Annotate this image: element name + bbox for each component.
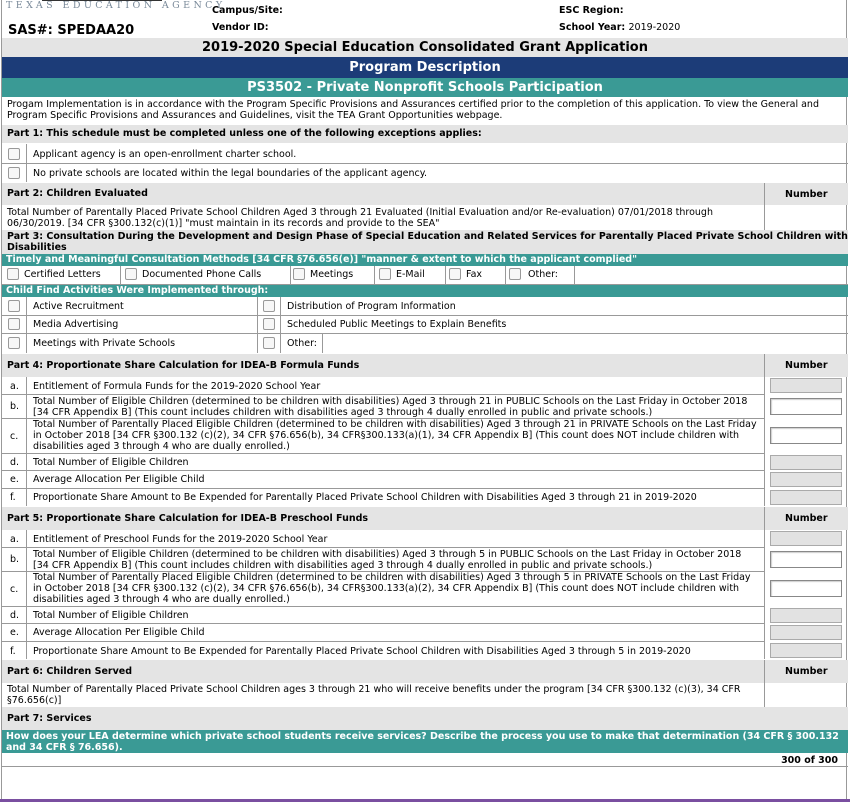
divider [764, 507, 765, 659]
part2-title: Part 2: Children Evaluated [2, 183, 848, 205]
preschool-proportionate-share-readonly [770, 643, 842, 658]
part4-title: Part 4: Proportionate Share Calculation for IDEA-B Formula Funds [2, 354, 848, 377]
school-year-value: 2019-2020 [628, 22, 681, 33]
other-childfind-checkbox[interactable] [263, 337, 275, 349]
row-letter: a. [10, 381, 19, 392]
row-letter: b. [10, 554, 20, 565]
divider [26, 144, 27, 182]
number-header: Number [785, 360, 828, 371]
divider [26, 377, 27, 506]
row-text: Total Number of Parentally Placed Eligible Children (determined to be children with disabilities) Aged 3 through 5 in PRIVATE Schools on the Last Friday in October 2018 [34 CFR §300.132 (c)(2), 34 CFR §76.656(b), 34 CFR§300.133(a)(2), 34 CFR Appendix B] (This count does NOT include children with disabilities aged 3 through 4 who are dually enrolled.) [33, 572, 751, 605]
divider [2, 547, 764, 548]
meetings-checkbox[interactable] [293, 268, 305, 280]
row-letter: b. [10, 401, 20, 412]
divider [280, 297, 281, 353]
divider [26, 530, 27, 659]
services-response-textarea[interactable] [4, 768, 846, 798]
esc-region-label: ESC Region: [559, 5, 624, 16]
form-frame [1, 0, 847, 800]
part6-title: Part 6: Children Served [2, 660, 848, 683]
active-recruitment-checkbox[interactable] [8, 300, 20, 312]
divider [2, 641, 764, 642]
divider [2, 470, 764, 471]
divider [2, 606, 764, 607]
application-title: 2019-2020 Special Education Consolidated Grant Application [2, 38, 848, 57]
public-meetings-checkbox[interactable] [263, 318, 275, 330]
divider [2, 163, 848, 164]
part7-title: Part 7: Services [2, 707, 848, 730]
phone-calls-checkbox[interactable] [125, 268, 137, 280]
row-letter: f. [10, 646, 16, 657]
character-count: 300 of 300 [781, 755, 838, 766]
certified-letters-checkbox[interactable] [7, 268, 19, 280]
private-eligible-children-input[interactable] [770, 427, 842, 444]
row-text: Total Number of Parentally Placed Eligible Children (determined to be children with disabilities) Aged 3 through 21 in PRIVATE Schools on the Last Friday in October 2018 [34 CFR §300.132 (c)(2), 34 CFR §76.656(b), 34 CFR§300.133(a)(1), 34 CFR Appendix B] (This count does NOT include children with disabilities aged 3 through 4 who are dually enrolled.) [33, 419, 757, 452]
row-letter: c. [10, 584, 19, 595]
method-label: Documented Phone Calls [142, 269, 262, 280]
divider [764, 183, 765, 230]
child-find-title: Child Find Activities Were Implemented through: [2, 285, 848, 297]
row-text: Total Number of Eligible Children (determined to be children with disabilities) Aged 3 through 5 in PUBLIC Schools on the Last Friday in October 2018 [34 CFR Appendix B] (This count includes children with disabilities aged 3 through 4 dually enrolled in public and private schools.) [33, 549, 742, 571]
part5-title: Part 5: Proportionate Share Calculation for IDEA-B Preschool Funds [2, 507, 848, 530]
divider [2, 394, 764, 395]
childfind-label: Other: [287, 338, 318, 349]
no-private-schools-checkbox[interactable] [8, 167, 20, 179]
public-eligible-children-input[interactable] [770, 398, 842, 415]
total-eligible-readonly [770, 455, 842, 470]
method-label: E-Mail [396, 269, 425, 280]
childfind-label: Active Recruitment [33, 301, 124, 312]
school-year-label: School Year: [559, 22, 626, 33]
row-text: Proportionate Share Amount to Be Expended for Parentally Placed Private School Children with Disabilities Aged 3 through 5 in 2019-2020 [33, 646, 691, 657]
childfind-label: Media Advertising [33, 319, 119, 330]
tea-logo-text: TEXAS EDUCATION AGENCY [6, 0, 226, 11]
charter-school-checkbox[interactable] [8, 148, 20, 160]
row-letter: a. [10, 534, 19, 545]
distribution-info-checkbox[interactable] [263, 300, 275, 312]
row-text: Total Number of Eligible Children (determined to be children with disabilities) Aged 3 through 21 in PUBLIC Schools on the Last Friday in October 2018 [34 CFR Appendix B] (This count includes children with disabilities aged 3 through 4 dually enrolled in public and private schools.) [33, 396, 748, 418]
divider [2, 488, 764, 489]
divider [2, 453, 764, 454]
method-label: Fax [466, 269, 483, 280]
divider [764, 660, 765, 707]
school-year-field [559, 22, 680, 33]
row-text: Entitlement of Preschool Funds for the 2019-2020 School Year [33, 534, 328, 545]
intro-text: Progam Implementation is in accordance with the Program Specific Provisions and Assurances certified prior to the completion of this application. To view the General and Program Specific Provisions and Assurances and Guidelines, visit the TEA Grant Opportunities webpage. [7, 99, 819, 121]
row-letter: d. [10, 610, 20, 621]
row-letter: e. [10, 627, 19, 638]
part1-title: Part 1: This schedule must be completed unless one of the following exceptions applies: [2, 125, 848, 143]
divider [257, 297, 258, 353]
preschool-entitlement-readonly [770, 531, 842, 546]
preschool-average-allocation-readonly [770, 625, 842, 640]
form-header [2, 0, 848, 40]
program-description-title: Program Description [2, 57, 848, 78]
method-label: Meetings [310, 269, 354, 280]
part1-option-label: No private schools are located within the legal boundaries of the applicant agency. [33, 168, 427, 179]
fax-checkbox[interactable] [449, 268, 461, 280]
row-letter: f. [10, 492, 16, 503]
divider [322, 334, 323, 353]
children-served-text: Total Number of Parentally Placed Private School Children ages 3 through 21 who will receive benefits under the program [34 CFR §300.132 (c)(3), 34 CFR §76.656(c)] [7, 684, 741, 706]
divider [290, 266, 291, 284]
row-letter: d. [10, 457, 20, 468]
formula-entitlement-readonly [770, 378, 842, 393]
row-text: Total Number of Eligible Children [33, 457, 189, 468]
preschool-public-eligible-input[interactable] [770, 551, 842, 568]
meetings-private-schools-checkbox[interactable] [8, 337, 20, 349]
divider [445, 266, 446, 284]
number-header: Number [785, 513, 828, 524]
other-method-checkbox[interactable] [509, 268, 521, 280]
method-label: Other: [528, 269, 559, 280]
row-text: Total Number of Eligible Children [33, 610, 189, 621]
divider [374, 266, 375, 284]
divider [2, 333, 848, 334]
divider [120, 266, 121, 284]
preschool-private-eligible-input[interactable] [770, 580, 842, 597]
divider [505, 266, 506, 284]
divider [2, 315, 848, 316]
childfind-label: Scheduled Public Meetings to Explain Benefits [287, 319, 507, 330]
number-header: Number [785, 189, 828, 200]
sas-number: SAS#: SPEDAA20 [8, 23, 135, 38]
media-advertising-checkbox[interactable] [8, 318, 20, 330]
row-text: Entitlement of Formula Funds for the 2019-2020 School Year [33, 381, 321, 392]
number-header: Number [785, 666, 828, 677]
average-allocation-readonly [770, 472, 842, 487]
row-text: Proportionate Share Amount to Be Expended for Parentally Placed Private School Children with Disabilities Aged 3 through 21 in 2019-2020 [33, 492, 697, 503]
services-question: How does your LEA determine which private school students receive services? Describe the process you use to make that determination (34 CFR § 300.132 and 34 CFR § 76.656). [2, 730, 848, 753]
row-text: Average Allocation Per Eligible Child [33, 627, 205, 638]
childfind-label: Distribution of Program Information [287, 301, 456, 312]
email-checkbox[interactable] [379, 268, 391, 280]
divider [2, 766, 848, 767]
row-text: Average Allocation Per Eligible Child [33, 474, 205, 485]
childfind-label: Meetings with Private Schools [33, 338, 176, 349]
campus-label: Campus/Site: [212, 5, 283, 16]
divider [2, 623, 764, 624]
vendor-label: Vendor ID: [212, 22, 269, 33]
divider [764, 354, 765, 506]
part3-title: Part 3: Consultation During the Development and Design Phase of Special Education and Related Services for Parentally Placed Private School Children with Disabilities [2, 230, 848, 254]
divider [574, 266, 575, 284]
row-letter: e. [10, 474, 19, 485]
schedule-title: PS3502 - Private Nonprofit Schools Participation [2, 78, 848, 97]
children-evaluated-text: Total Number of Parentally Placed Private School Children Aged 3 through 21 Evaluated (Initial Evaluation and/or Re-evaluation) 07/01/2018 through 06/30/2019. [34 CFR §300.132(c)(1)] "must maintain in its records and provide to the SEA" [7, 207, 713, 229]
row-letter: c. [10, 431, 19, 442]
method-label: Certified Letters [24, 269, 101, 280]
preschool-total-eligible-readonly [770, 608, 842, 623]
proportionate-share-readonly [770, 490, 842, 505]
consultation-methods-title: Timely and Meaningful Consultation Methods [34 CFR §76.656(e)] "manner & extent to which the applicant complied" [2, 254, 848, 266]
divider [26, 297, 27, 353]
part1-option-label: Applicant agency is an open-enrollment charter school. [33, 149, 297, 160]
